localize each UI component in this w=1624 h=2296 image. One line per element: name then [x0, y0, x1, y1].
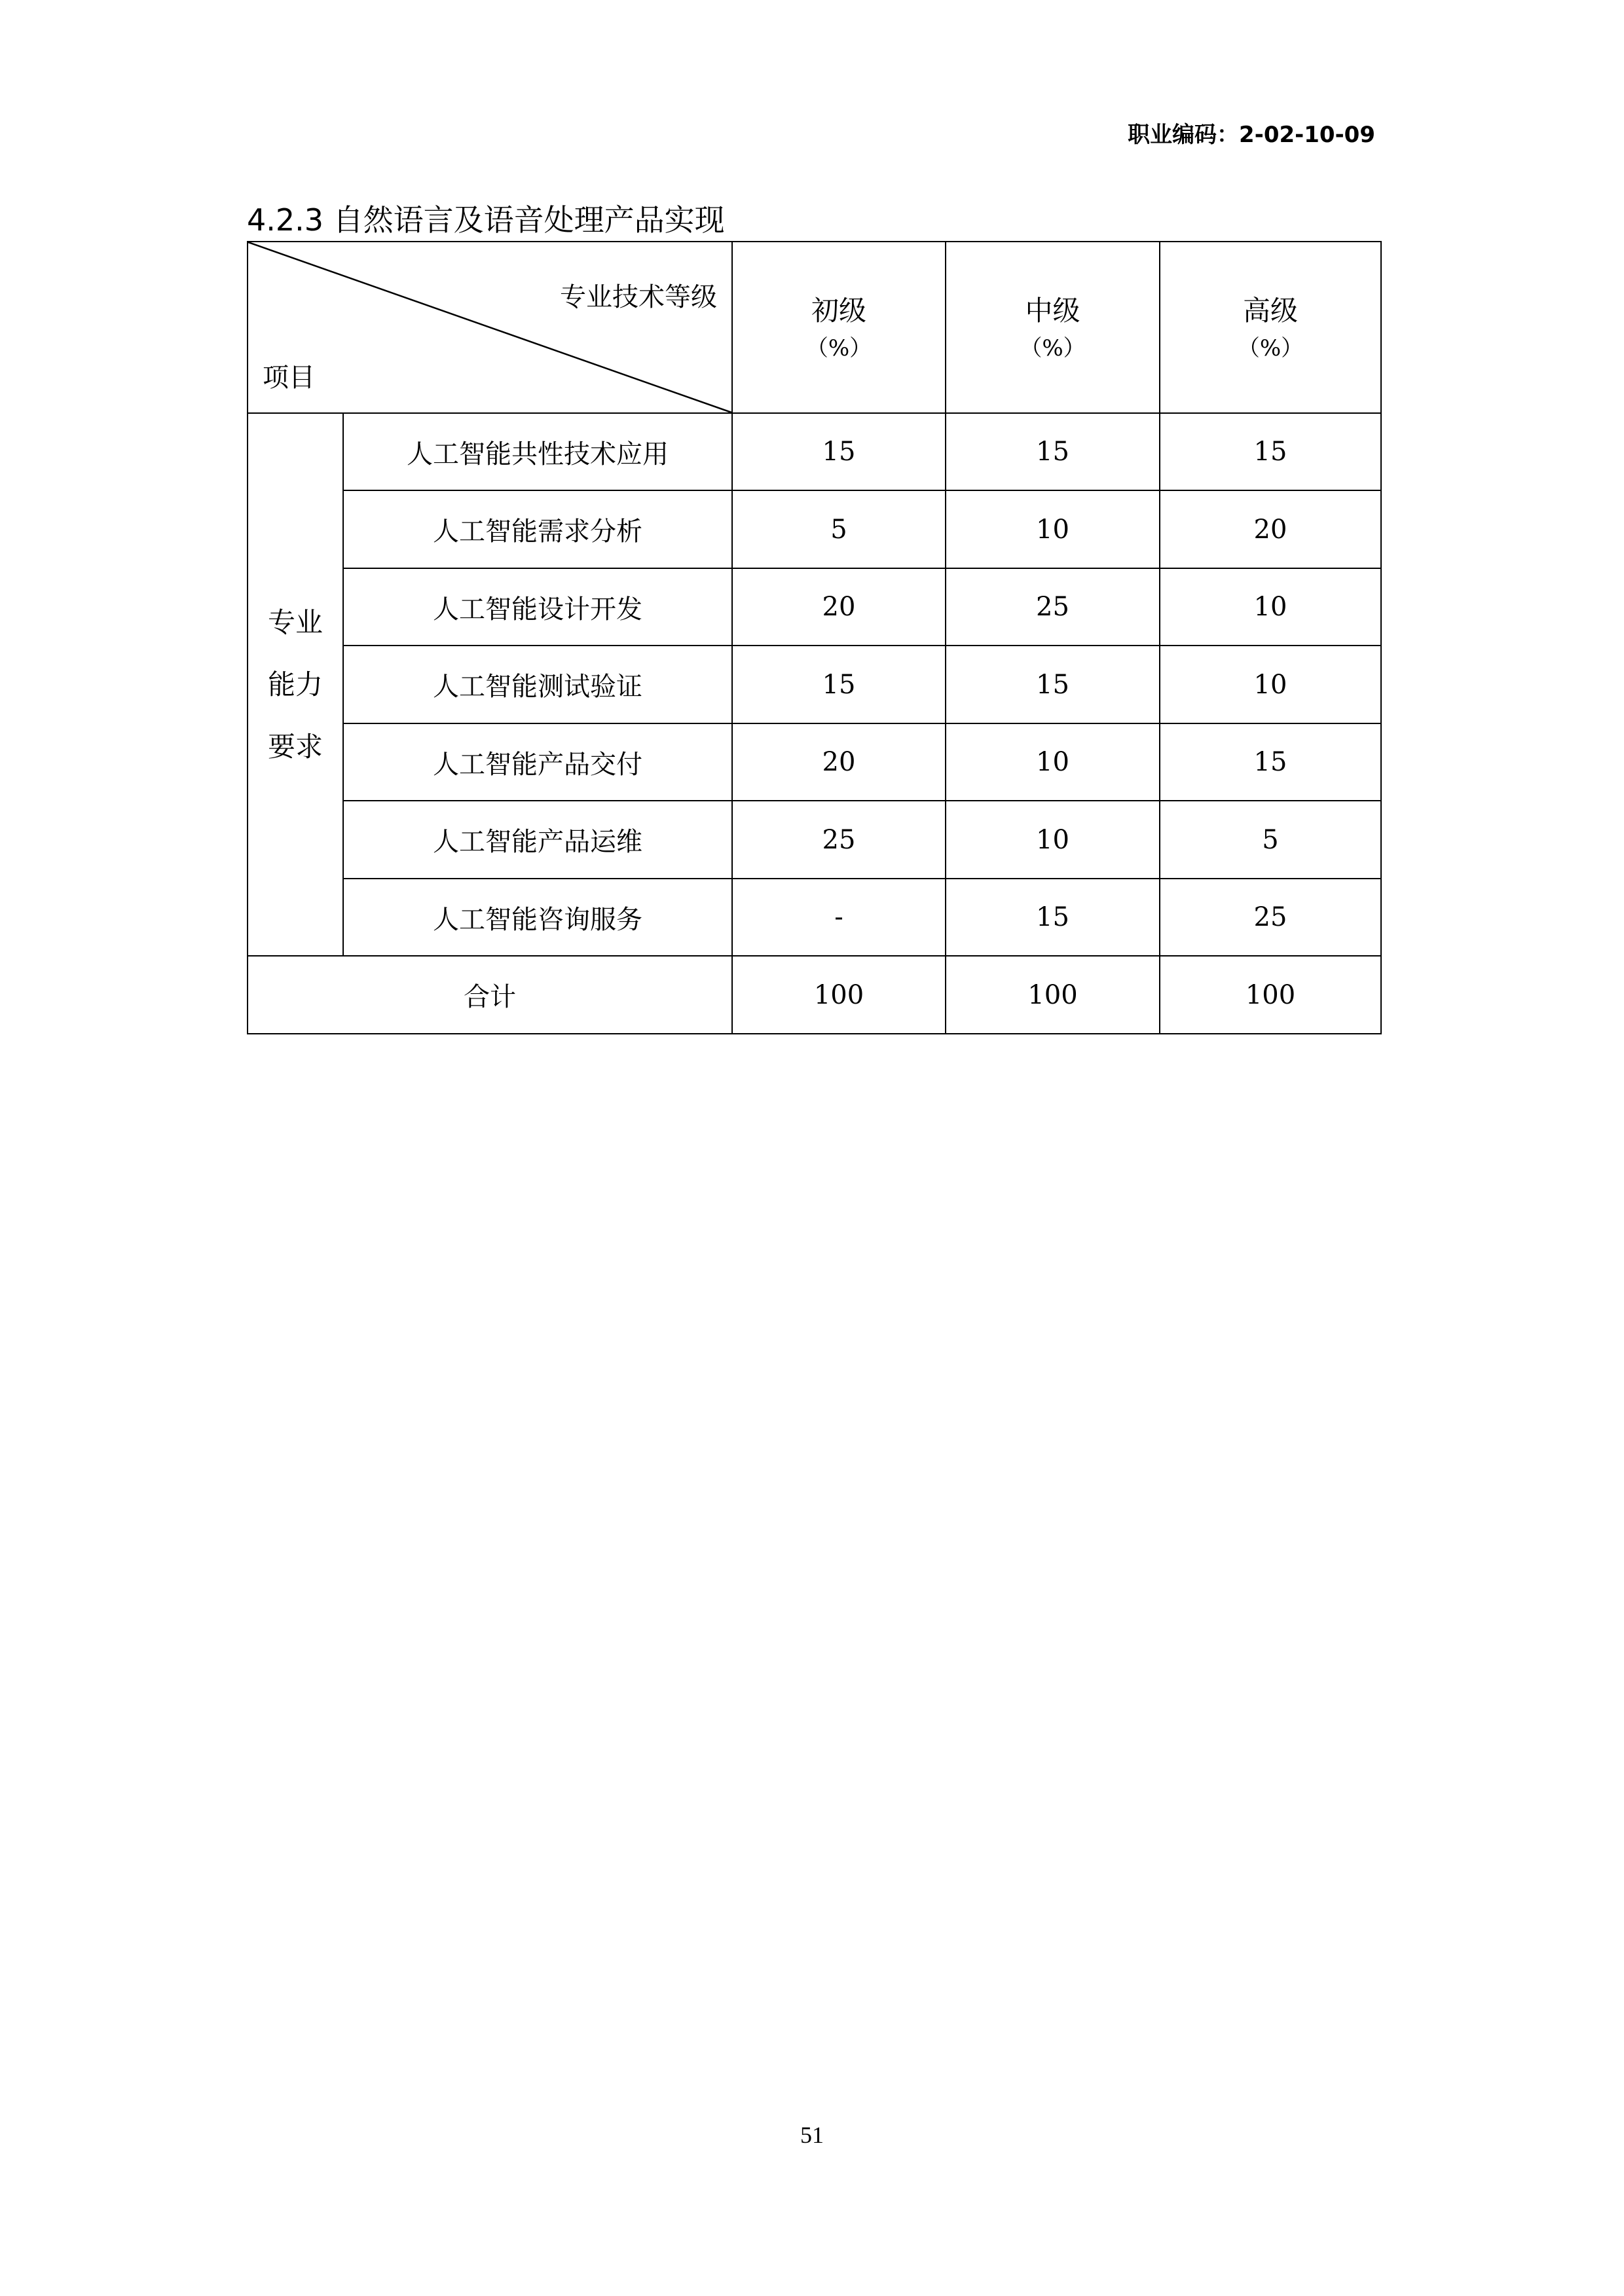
table-row [248, 801, 1381, 879]
level-unit: （%） [1020, 335, 1086, 361]
occupation-code: 职业编码：2-02-10-09 [1128, 122, 1375, 148]
item-name: 人工智能共性技术应用 [343, 413, 732, 490]
value-cell: 10 [1160, 568, 1381, 646]
table-row [248, 490, 1381, 568]
value-cell: 15 [946, 413, 1160, 490]
value-cell: 5 [732, 490, 946, 568]
total-row [248, 956, 1381, 1034]
level-unit: （%） [1237, 335, 1304, 361]
corner-cell [248, 242, 732, 413]
item-name: 人工智能测试验证 [343, 646, 732, 723]
level-header-advanced [1160, 242, 1381, 413]
item-name: 人工智能产品运维 [343, 801, 732, 879]
value-cell: 15 [1160, 723, 1381, 801]
level-header-primary [732, 242, 946, 413]
value-cell: - [732, 879, 946, 956]
table-row [248, 568, 1381, 646]
value-cell: 10 [946, 490, 1160, 568]
corner-bottom-label: 项目 [263, 363, 315, 393]
table-row [248, 413, 1381, 490]
value-cell: 25 [732, 801, 946, 879]
total-label: 合计 [248, 956, 732, 1034]
value-cell: 15 [732, 646, 946, 723]
item-name: 人工智能咨询服务 [343, 879, 732, 956]
group-label-line: 要求 [267, 731, 323, 763]
table-row [248, 879, 1381, 956]
item-name: 人工智能产品交付 [343, 723, 732, 801]
group-label-cell [248, 413, 343, 956]
group-label-line: 能力 [267, 668, 323, 701]
level-unit: （%） [805, 335, 872, 361]
page-number: 51 [800, 2122, 824, 2148]
value-cell: 15 [1160, 413, 1381, 490]
diagonal-line [248, 242, 731, 412]
total-value: 100 [946, 956, 1160, 1034]
level-name: 初级 [811, 295, 866, 327]
value-cell: 15 [946, 646, 1160, 723]
group-label-line: 专业 [267, 606, 323, 638]
value-cell: 25 [946, 568, 1160, 646]
value-cell: 15 [732, 413, 946, 490]
level-header-intermediate [946, 242, 1160, 413]
total-value: 100 [1160, 956, 1381, 1034]
table-row [248, 646, 1381, 723]
total-value: 100 [732, 956, 946, 1034]
value-cell: 20 [1160, 490, 1381, 568]
table-header-row [248, 242, 1381, 413]
level-name: 中级 [1025, 295, 1080, 327]
value-cell: 5 [1160, 801, 1381, 879]
score-table [247, 241, 1382, 1034]
value-cell: 10 [946, 801, 1160, 879]
value-cell: 15 [946, 879, 1160, 956]
table-row [248, 723, 1381, 801]
value-cell: 10 [1160, 646, 1381, 723]
value-cell: 25 [1160, 879, 1381, 956]
corner-top-label: 专业技术等级 [560, 282, 717, 312]
section-title: 4.2.3 自然语言及语音处理产品实现 [247, 202, 725, 238]
item-name: 人工智能设计开发 [343, 568, 732, 646]
value-cell: 20 [732, 568, 946, 646]
level-name: 高级 [1242, 295, 1298, 327]
item-name: 人工智能需求分析 [343, 490, 732, 568]
value-cell: 10 [946, 723, 1160, 801]
value-cell: 20 [732, 723, 946, 801]
